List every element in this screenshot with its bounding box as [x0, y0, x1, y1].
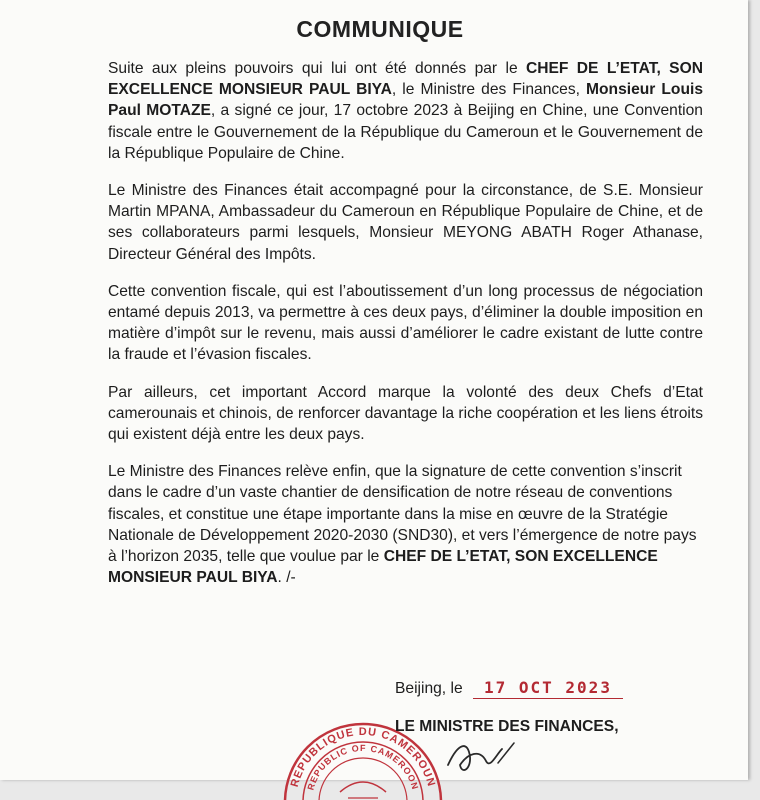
paragraph-3: Cette convention fiscale, qui est l’aboutissement d’un long processus de négociation entamé depuis 2013, va permettre à ces deux pays, d’éliminer la double imposition en matière d’impôt sur le revenu, mais aussi d’améliorer le cadre existant de lutte contre la fraude et l’évasion fiscales. [108, 282, 703, 364]
seal-outer-text: REPUBLIQUE DU CAMEROUN [288, 725, 438, 789]
date-stamp: 17 OCT 2023 [473, 678, 623, 699]
handwritten-signature-icon [440, 735, 530, 780]
document-body [108, 58, 703, 604]
document-title: COMMUNIQUE [296, 16, 464, 42]
paragraph-1-text-b: , le Ministre des Finances, [391, 81, 587, 99]
paragraph-5 [108, 461, 703, 588]
paragraph-1-text-a: Suite aux pleins pouvoirs qui lui ont été donnés par le [108, 60, 526, 77]
signatory-title: LE MINISTRE DES FINANCES, [395, 718, 619, 735]
paragraph-2: Le Ministre des Finances était accompagné pour la circonstance, de S.E. Monsieur Martin MPANA, Ambassadeur du Cameroun en République Populaire de Chine, et de ses collaborateurs parmi lesquels, Monsieur MEYONG ABATH Roger Athanase, Directeur Général des Impôts. [108, 182, 703, 263]
paragraph-1-minister-name: Monsieur Louis Paul MOTAZE [108, 81, 703, 120]
paragraph-1 [108, 58, 703, 164]
paragraph-5-text-b: . /- [277, 569, 296, 587]
place-label: Beijing, le [395, 680, 463, 697]
paragraph-5-head-of-state: CHEF DE L’ETAT, SON EXCELLENCE MONSIEUR PAUL BIYA [108, 548, 658, 587]
paragraph-1-head-of-state: CHEF DE L’ETAT, SON EXCELLENCE MONSIEUR PAUL BIYA [108, 60, 703, 99]
seal-inner-text: REPUBLIC OF CAMEROON [305, 742, 421, 792]
paragraph-1-text-c: , a signé ce jour, 17 octobre 2023 à Beijing en Chine, une Convention fiscale entre le Gouvernement de la République du Cameroun et le Gouvernement de la République Populaire de Chine. [108, 102, 703, 162]
paragraph-5-text-a: Le Ministre des Finances relève enfin, que la signature de cette convention s’inscrit dans le cadre d’un vaste chantier de densification de notre réseau de conventions fiscales, et constitue une étape importante dans la mise en œuvre de la Stratégie Nationale de Développement 2020-2030 (SND30), et vers l’émergence de notre pays à l’horizon 2035, telle que voulue par le [108, 463, 697, 566]
place-date-line [395, 678, 623, 699]
paragraph-4: Par ailleurs, cet important Accord marque la volonté des deux Chefs d’Etat camerounais et chinois, de renforcer davantage la riche coopération et les liens étroits qui existent déjà entre les deux pays. [108, 383, 703, 444]
